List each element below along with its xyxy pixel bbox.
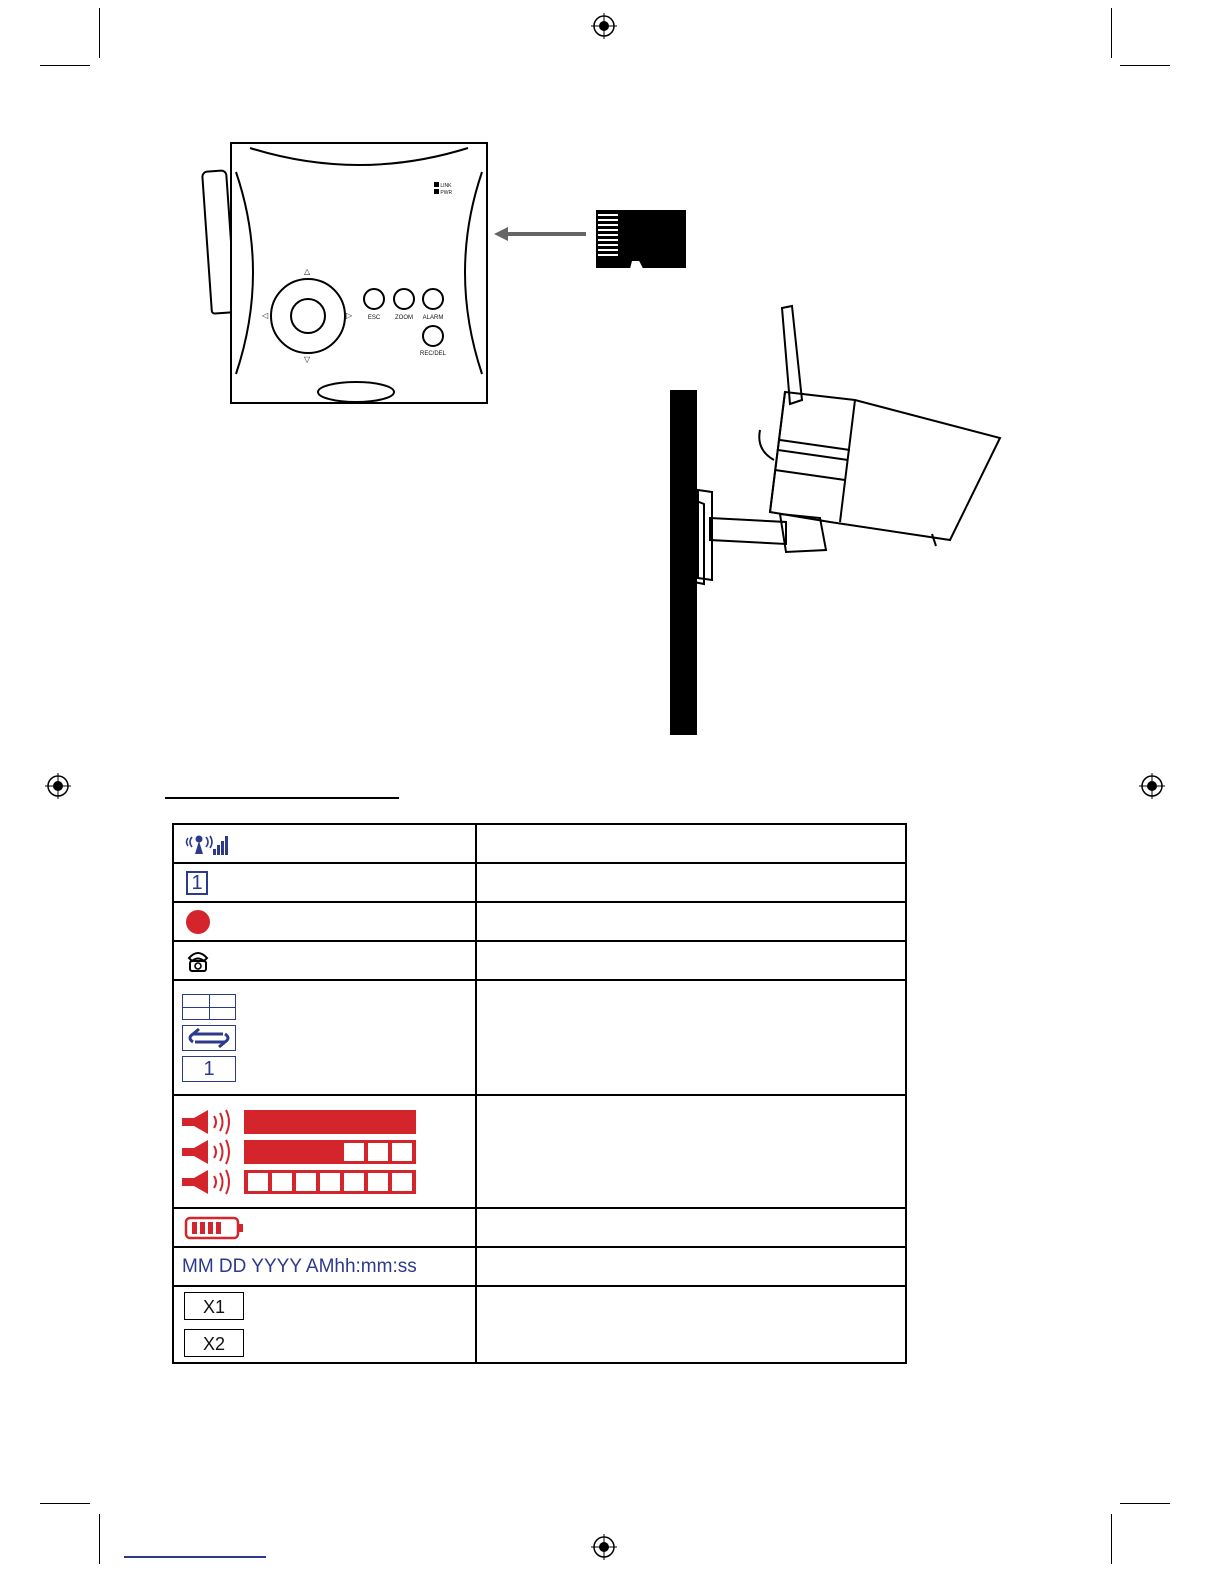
table-row: [173, 863, 906, 902]
arrow-right-icon: ▷: [346, 311, 353, 320]
date-time-cell: [173, 1247, 476, 1286]
zoom-x1-icon: X1: [184, 1292, 244, 1320]
volume-description: [476, 1095, 906, 1208]
registration-mark-icon: [591, 1534, 617, 1560]
camera-channel-description: [476, 863, 906, 902]
registration-mark-icon: [45, 773, 71, 799]
volume-bar-full: [244, 1110, 416, 1134]
crop-mark: [1111, 8, 1112, 58]
arrow-left-icon: ◁: [262, 311, 269, 320]
arrow-up-icon: △: [304, 267, 311, 276]
table-row: [173, 980, 906, 1095]
volume-cell: [173, 1095, 476, 1208]
microsd-contacts: [598, 214, 618, 256]
view-mode-description: [476, 980, 906, 1095]
registration-mark-icon: [591, 13, 617, 39]
camera-channel-cell: [173, 863, 476, 902]
alarm-button[interactable]: [422, 288, 444, 310]
record-description: [476, 902, 906, 941]
zoom-x2-icon: X2: [184, 1329, 244, 1357]
battery-description: [476, 1208, 906, 1247]
icon-legend-table: [172, 823, 907, 1364]
alarm-button-label: ALARM: [422, 315, 444, 321]
signal-strength-cell: [173, 824, 476, 863]
signal-strength-icon: [184, 832, 230, 856]
scan-mode-icon: [182, 1025, 236, 1051]
record-cell: [173, 902, 476, 941]
view-mode-cell: [173, 980, 476, 1095]
zoom-cell: [173, 1286, 476, 1363]
speaker-icon: [182, 1109, 240, 1135]
camera-channel-icon: 1: [186, 871, 208, 895]
speaker-icon: [182, 1139, 240, 1165]
signal-strength-description: [476, 824, 906, 863]
crop-mark: [40, 1503, 90, 1504]
table-row: [173, 902, 906, 941]
record-indicator-icon: [186, 910, 210, 934]
table-row: [173, 1247, 906, 1286]
table-row: [173, 941, 906, 980]
zoom-button[interactable]: [393, 288, 415, 310]
crop-mark: [99, 8, 100, 58]
camera-on-bracket-icon: [690, 300, 1010, 590]
alarm-cell: [173, 941, 476, 980]
crop-mark: [99, 1514, 100, 1564]
section-heading: [165, 775, 399, 799]
volume-bar-medium: [244, 1140, 416, 1164]
date-time-description: [476, 1247, 906, 1286]
single-view-icon: 1: [182, 1056, 236, 1082]
zoom-description: [476, 1286, 906, 1363]
table-row: [173, 1286, 906, 1363]
esc-button[interactable]: [363, 288, 385, 310]
quad-view-icon: [182, 994, 236, 1020]
battery-icon: [184, 1215, 246, 1241]
alarm-icon: [185, 948, 211, 974]
table-row: [173, 824, 906, 863]
rec-del-button-label: REC/DEL: [419, 351, 446, 357]
crop-mark: [40, 65, 90, 66]
menu-center-button[interactable]: [290, 298, 326, 334]
registration-mark-icon: [1139, 773, 1165, 799]
zoom-button-label: ZOOM: [395, 315, 413, 321]
arrow-down-icon: ▽: [304, 355, 311, 364]
rec-del-button[interactable]: [422, 325, 444, 347]
crop-mark: [1111, 1514, 1112, 1564]
table-row: [173, 1208, 906, 1247]
crop-mark: [1120, 1503, 1170, 1504]
battery-cell: [173, 1208, 476, 1247]
esc-button-label: ESC: [367, 315, 381, 321]
date-time-format: MM DD YYYY AMhh:mm:ss: [182, 1255, 417, 1277]
insert-arrow-icon: [494, 226, 586, 242]
speaker-icon: [182, 1169, 240, 1195]
volume-bar-empty: [244, 1170, 416, 1194]
volume-level-icons: [182, 1107, 467, 1197]
alarm-description: [476, 941, 906, 980]
table-row: [173, 1095, 906, 1208]
crop-mark: [1120, 65, 1170, 66]
led-indicators: LINK PWR: [434, 182, 452, 196]
footer-underline: [124, 1556, 266, 1558]
